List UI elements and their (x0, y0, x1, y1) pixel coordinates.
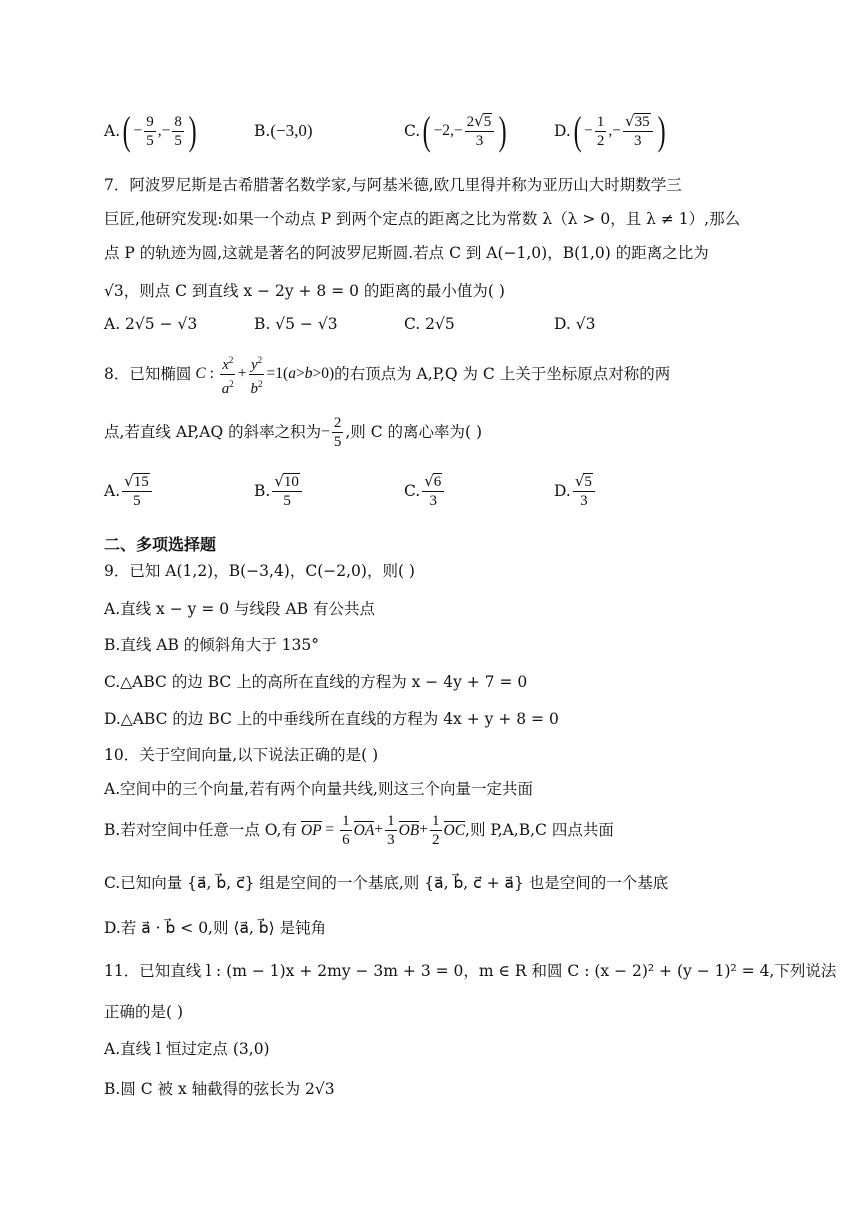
q9-option-b: B.直线 AB 的倾斜角大于 135° (104, 636, 320, 654)
q6-option-d: D. ( − $\frac{1}{2}$ ,− $\frac{√35}{3}$ ) (554, 108, 666, 153)
option-label: A. (104, 122, 121, 140)
q9-stem: 9．已知 A(1,2)，B(−3,4)，C(−2,0)，则( ) (104, 562, 415, 580)
q11-option-a: A.直线 l 恒过定点 (3,0) (104, 1040, 270, 1058)
q10-option-a: A.空间中的三个向量,若有两个向量共线,则这三个向量一定共面 (104, 780, 533, 798)
q7-option-a: A. 2√5 − √3 (104, 315, 198, 333)
q7-option-c: C. 2√5 (404, 315, 455, 333)
q7-options (104, 304, 764, 344)
q6-options (104, 106, 764, 156)
q8-line-2: 点,若直线 AP,AQ 的斜率之积为 − $\frac{2}{5}$ ,则 C 的离心率为( ) (104, 414, 483, 450)
q7-line-3: 点 P 的轨迹为圆,这就是著名的阿波罗尼斯圆.若点 C 到 A(−1,0)，B(1,0) 的距离之比为 (104, 244, 709, 262)
section-heading: 二、多项选择题 (104, 535, 217, 554)
q10-option-c: C.已知向量 {a⃗, b⃗, c⃗} 组是空间的一个基底,则 {a⃗, b⃗, c⃗ + a⃗} 也是空间的一个基底 (104, 874, 669, 892)
q8-option-d: D. $\frac{√5}{3}$ (554, 466, 597, 516)
q10-option-b: B.若对空间中任意一点 O,有 OP = $\frac{1}{6}$ OA + $\frac{1}{3}$ OB + $\frac{1}{2}$ OC ,则 P,A,B,C 四点共面 (104, 812, 614, 848)
q8-option-a: A. $\frac{√15}{5}$ (104, 466, 154, 516)
q11-line-1: 11．已知直线 l : (m − 1)x + 2my − 3m + 3 = 0，m ∈ R 和圆 C : (x − 2)² + (y − 1)² = 4,下列说法 (104, 962, 837, 980)
q10-stem: 10．关于空间向量,以下说法正确的是( ) (104, 746, 379, 764)
q7-option-b: B. √5 − √3 (254, 315, 338, 333)
q9-option-a: A.直线 x − y = 0 与线段 AB 有公共点 (104, 600, 375, 618)
q11-line-2: 正确的是( ) (104, 1003, 184, 1021)
option-label: C. (404, 122, 421, 140)
q7-line-1: 7．阿波罗尼斯是古希腊著名数学家,与阿基米德,欧几里得并称为亚历山大时期数学三 (104, 176, 682, 194)
option-label: B. (254, 122, 271, 140)
q9-option-d: D.△ABC 的边 BC 上的中垂线所在直线的方程为 4x + y + 8 = 0 (104, 710, 559, 728)
q10-option-d: D.若 a⃗ · b⃗ < 0,则 ⟨a⃗, b⃗⟩ 是钝角 (104, 919, 327, 937)
option-label: D. (554, 122, 571, 140)
q7-option-d: D. √3 (554, 315, 596, 333)
q9-option-c: C.△ABC 的边 BC 上的高所在直线的方程为 x − 4y + 7 = 0 (104, 673, 528, 691)
q8-line-1: 8．已知椭圆 C : $\frac{x^2}{a^2}$ + $\frac{y^2}{b^2}$ =1 ( a > b >0) 的右顶点为 A,P,Q 为 C 上关于坐标原点对称的两 (104, 352, 764, 396)
q7-line-4: √3，则点 C 到直线 x − 2y + 8 = 0 的距离的最小值为( ) (104, 282, 505, 300)
q8-options (104, 466, 764, 516)
q8-option-c: C. $\frac{√6}{3}$ (404, 466, 446, 516)
q6-option-a: A. ( − $\frac{9}{5}$ ,− $\frac{8}{5}$ ) (104, 108, 197, 153)
q6-option-b: B. (−3,0) (254, 121, 313, 140)
q6-option-c: C. ( −2,− $\frac{2√5}{3}$ ) (404, 108, 507, 153)
q7-line-2: 巨匠,他研究发现:如果一个动点 P 到两个定点的距离之比为常数 λ（λ > 0，且 λ ≠ 1）,那么 (104, 210, 741, 228)
q11-option-b: B.圆 C 被 x 轴截得的弦长为 2√3 (104, 1080, 335, 1098)
q8-option-b: B. $\frac{√10}{5}$ (254, 466, 304, 516)
